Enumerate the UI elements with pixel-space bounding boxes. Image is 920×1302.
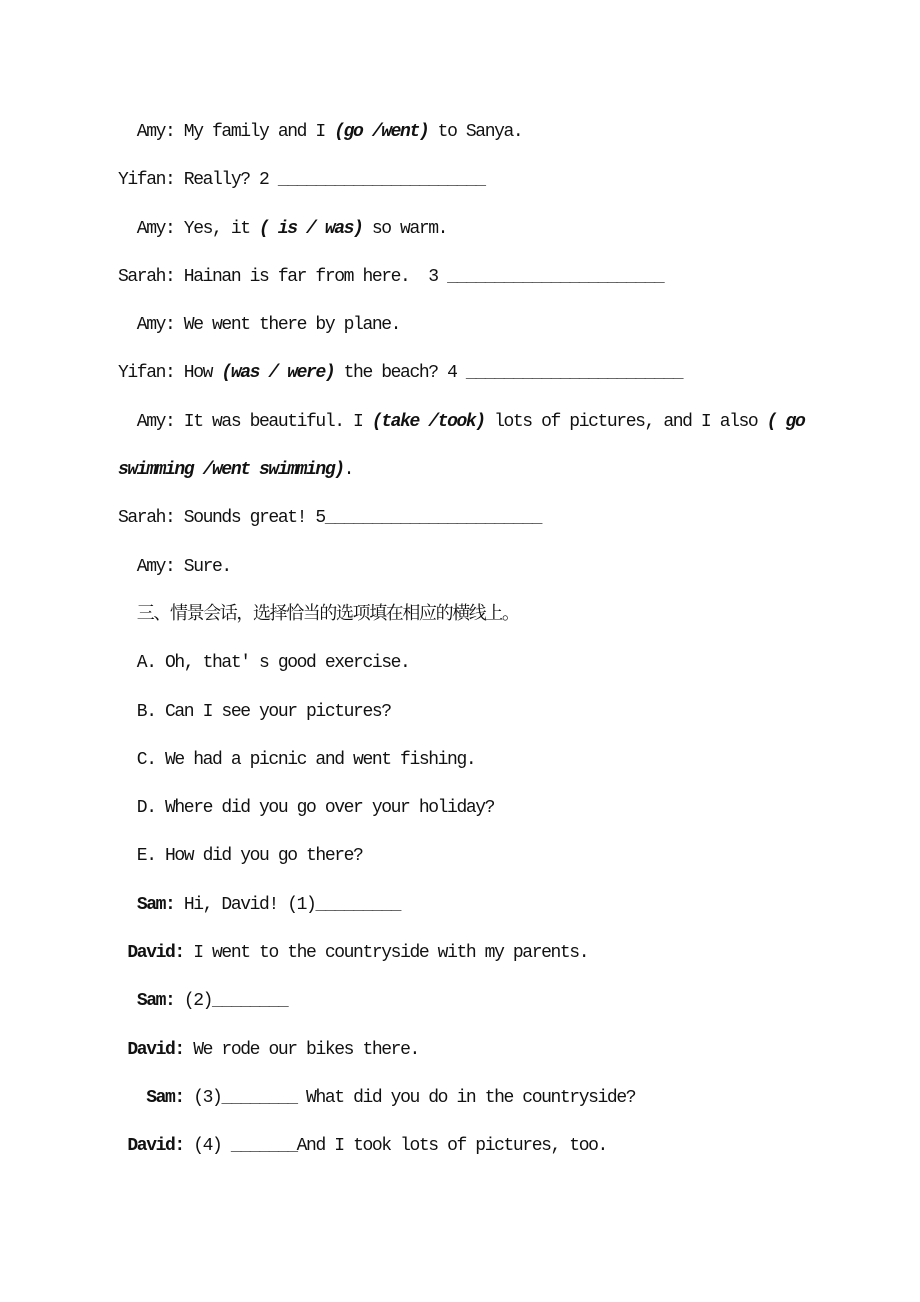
answer-blank[interactable]: _______ — [230, 1136, 297, 1157]
option-d — [118, 784, 890, 832]
section3-heading — [118, 591, 890, 639]
text-segment: E. How did you go there? — [118, 846, 363, 867]
text-segment — [118, 991, 137, 1011]
text-segment: (2) — [174, 991, 213, 1012]
text-segment: Amy: Yes, it — [118, 218, 260, 239]
text-segment: (4) — [183, 1136, 231, 1157]
dialogue1-line-yifan-beach-blank4 — [118, 349, 890, 397]
dialogue1-line-yifan-really-blank2 — [118, 156, 890, 204]
text-segment: Yifan: Really? 2 — [118, 170, 278, 191]
document-body — [118, 108, 890, 1171]
dialogue1-line-amy-sure — [118, 543, 890, 591]
answer-blank[interactable]: _______________________ — [465, 363, 683, 384]
text-segment: (go /went) — [334, 122, 429, 142]
answer-blank[interactable]: _______________________ — [447, 266, 664, 287]
text-segment: Amy: Sure. — [118, 556, 231, 577]
dialogue2-line-david-bikes — [118, 1026, 890, 1074]
text-segment: lots of pictures, and I also — [484, 411, 767, 432]
text-segment: Amy: We went there by plane. — [118, 315, 401, 336]
text-segment — [118, 895, 137, 915]
dialogue1-line-amy-beautiful — [118, 398, 890, 446]
text-segment: We rode our bikes there. — [183, 1039, 419, 1060]
dialogue1-line-sarah-hainan-blank3 — [118, 253, 890, 301]
dialogue1-line-amy-plane — [118, 301, 890, 349]
text-segment: David: — [127, 943, 184, 964]
option-a — [118, 639, 890, 687]
answer-blank[interactable]: ________ — [221, 1087, 297, 1108]
text-segment: Sam: — [136, 894, 175, 915]
dialogue1-line-amy-warm — [118, 205, 890, 253]
text-segment: ( is / was) — [259, 218, 363, 239]
text-segment: Yifan: How — [118, 363, 222, 384]
text-segment: And I took lots of pictures, too. — [296, 1136, 607, 1157]
text-segment: (3) — [183, 1087, 222, 1108]
answer-blank[interactable]: _________ — [315, 894, 401, 915]
option-e — [118, 832, 890, 880]
text-segment: to Sanya. — [428, 122, 523, 142]
text-segment: Sam: — [136, 991, 175, 1012]
text-segment: David: — [127, 1136, 184, 1157]
text-segment: Sarah: Hainan is far from here. 3 — [118, 266, 448, 287]
text-segment: David: — [127, 1039, 184, 1060]
text-segment: A. Oh, that' s good exercise. — [118, 653, 410, 674]
dialogue1-line-amy-swimming-wrap — [118, 446, 890, 494]
dialogue2-line-sam-blank3 — [118, 1074, 890, 1122]
dialogue2-line-david-blank4 — [118, 1122, 890, 1170]
text-segment: swimming /went swimming) — [118, 460, 344, 481]
text-segment: Amy: My family and I — [118, 122, 335, 142]
text-segment: so warm. — [362, 218, 448, 239]
text-segment — [118, 1040, 127, 1060]
text-segment: 三、情景会话，选择恰当的选项填在相应的横线上。 — [118, 604, 519, 625]
text-segment: Sam: — [146, 1087, 184, 1108]
text-segment: C. We had a picnic and went fishing. — [118, 749, 476, 770]
text-segment: What did you do in the countryside? — [296, 1087, 636, 1108]
dialogue2-line-david-countryside — [118, 929, 890, 977]
text-segment: . — [343, 460, 354, 481]
text-segment: I went to the countryside with my parents. — [183, 943, 589, 964]
option-c — [118, 736, 890, 784]
text-segment: Sarah: Sounds great! 5 — [118, 508, 325, 529]
text-segment: (take /took) — [371, 411, 485, 432]
text-segment: B. Can I see your pictures? — [118, 701, 391, 722]
text-segment: Hi, David! (1) — [174, 894, 316, 915]
dialogue2-line-sam-hi-blank1 — [118, 881, 890, 929]
text-segment: (was / were) — [221, 363, 335, 384]
text-segment — [118, 1088, 146, 1108]
dialogue2-line-sam-blank2 — [118, 977, 890, 1025]
text-segment — [118, 943, 127, 963]
answer-blank[interactable]: ______________________ — [277, 170, 485, 191]
answer-blank[interactable]: _______________________ — [324, 508, 542, 529]
text-segment — [118, 1136, 127, 1156]
text-segment: Amy: It was beautiful. I — [118, 411, 372, 432]
dialogue1-line-amy-sanya — [118, 108, 890, 156]
text-segment: ( go — [766, 411, 805, 432]
text-segment: the beach? 4 — [334, 363, 466, 384]
answer-blank[interactable]: ________ — [212, 991, 288, 1012]
dialogue1-line-sarah-sounds-blank5 — [118, 494, 890, 542]
text-segment: D. Where did you go over your holiday? — [118, 798, 495, 819]
option-b — [118, 688, 890, 736]
